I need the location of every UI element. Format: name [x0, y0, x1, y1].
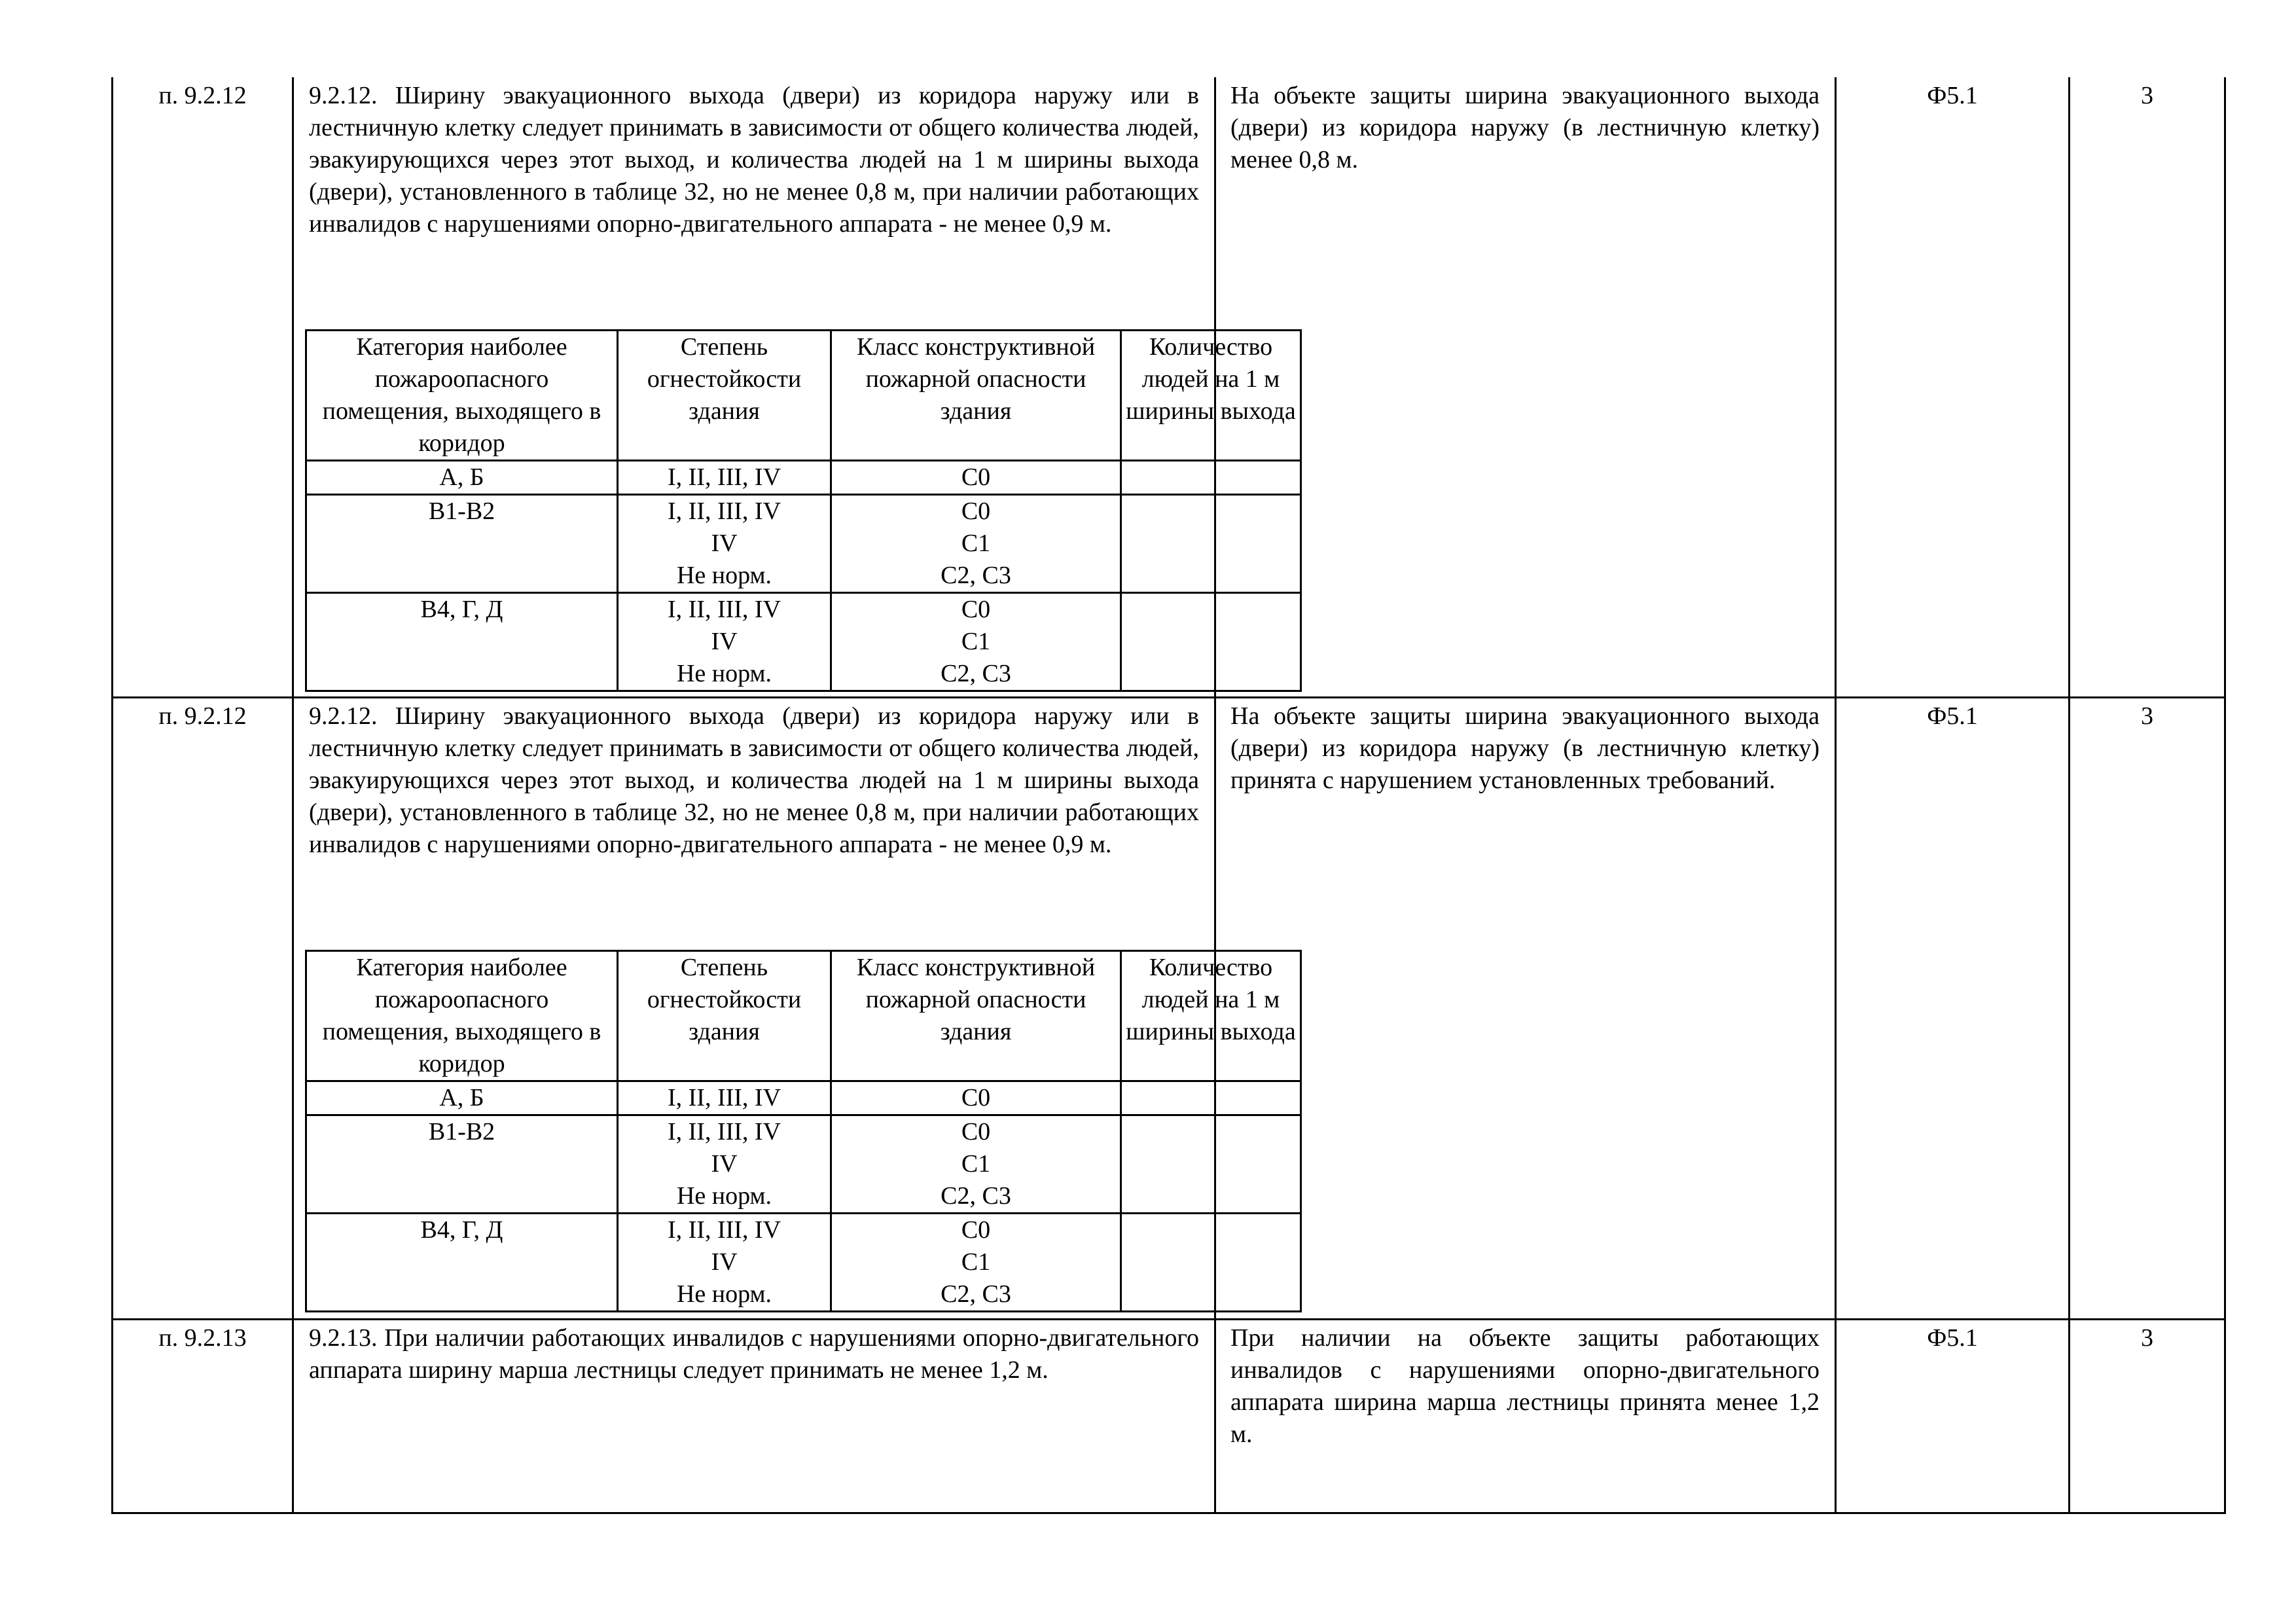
- column-header: Количество людей на 1 м ширины выхода: [1121, 331, 1301, 461]
- people-cell: [1121, 461, 1301, 495]
- table-border: [2068, 77, 2070, 1514]
- degree-cell: I, II, III, IV IV Не норм.: [618, 1214, 831, 1312]
- column-header: Степень огнестойкости здания: [618, 331, 831, 461]
- column-header: Класс конструктивной пожарной опасности здания: [831, 951, 1121, 1081]
- category-cell: А, Б: [306, 1081, 618, 1115]
- people-cell: [1121, 1214, 1301, 1312]
- violation-count: 3: [2141, 702, 2153, 730]
- category-cell: А, Б: [306, 461, 618, 495]
- degree-cell: I, II, III, IV IV Не норм.: [618, 593, 831, 691]
- requirement-text: 9.2.13. При наличии работающих инвалидов с нарушениями опорно-двигательного аппарата ширину марша лестницы следует принимать не менее 1,2 м.: [309, 1324, 1199, 1384]
- category-cell: В4, Г, Д: [306, 593, 618, 691]
- violation-text: При наличии на объекте защиты работающих инвалидов с нарушениями опорно-двигательного аппарата ширина марша лестницы принята менее 1,2 м.: [1230, 1324, 1820, 1448]
- class-cell: С0 С1 С2, С3: [831, 1214, 1121, 1312]
- column-header: Класс конструктивной пожарной опасности здания: [831, 331, 1121, 461]
- requirement-text: 9.2.12. Ширину эвакуационного выхода (двери) из коридора наружу или в лестничную клетку следует принимать в зависимости от общего количества людей, эвакуирующихся через этот выход, и количества людей на 1 м ширины выхода (двери), установленного в таблице 32, но не менее 0,8 м, при наличии работающих инвалидов с нарушениями опорно-двигательного аппарата - не менее 0,9 м.: [309, 702, 1199, 858]
- column-header: Категория наиболее пожароопасного помещения, выходящего в коридор: [306, 331, 618, 461]
- degree-cell: I, II, III, IV: [618, 461, 831, 495]
- violation-code: Ф5.1: [1927, 82, 1978, 109]
- row-divider: [111, 696, 2226, 698]
- class-cell: С0: [831, 1081, 1121, 1115]
- table-row: [306, 1081, 1301, 1115]
- people-cell: [1121, 1081, 1301, 1115]
- people-cell: [1121, 495, 1301, 593]
- norm-reference: п. 9.2.12: [158, 82, 247, 109]
- table-row: [306, 495, 1301, 593]
- table-row: [306, 1214, 1301, 1312]
- degree-cell: I, II, III, IV IV Не норм.: [618, 495, 831, 593]
- norm-reference: п. 9.2.13: [158, 1324, 247, 1352]
- table-32-fragment: [305, 329, 1296, 691]
- degree-cell: I, II, III, IV: [618, 1081, 831, 1115]
- people-cell: [1121, 1115, 1301, 1214]
- row-divider: [111, 1318, 2226, 1320]
- class-cell: С0 С1 С2, С3: [831, 1115, 1121, 1214]
- table-border: [111, 77, 113, 1514]
- table-border: [1835, 77, 1837, 1514]
- column-header: Категория наиболее пожароопасного помещения, выходящего в коридор: [306, 951, 618, 1081]
- violation-text: На объекте защиты ширина эвакуационного выхода (двери) из коридора наружу (в лестничную клетку) принята с нарушением установленных требований.: [1230, 702, 1820, 794]
- table-border: [292, 77, 294, 1514]
- violation-code: Ф5.1: [1927, 702, 1978, 730]
- people-cell: [1121, 593, 1301, 691]
- table-32-fragment: [305, 950, 1296, 1311]
- class-cell: С0 С1 С2, С3: [831, 495, 1121, 593]
- requirement-text: 9.2.12. Ширину эвакуационного выхода (двери) из коридора наружу или в лестничную клетку следует принимать в зависимости от общего количества людей, эвакуирующихся через этот выход, и количества людей на 1 м ширины выхода (двери), установленного в таблице 32, но не менее 0,8 м, при наличии работающих инвалидов с нарушениями опорно-двигательного аппарата - не менее 0,9 м.: [309, 82, 1199, 238]
- row-divider: [111, 1512, 2226, 1514]
- class-cell: С0: [831, 461, 1121, 495]
- table-border: [2224, 77, 2226, 1514]
- category-cell: В1-В2: [306, 495, 618, 593]
- violation-count: 3: [2141, 1324, 2153, 1352]
- category-cell: В4, Г, Д: [306, 1214, 618, 1312]
- category-cell: В1-В2: [306, 1115, 618, 1214]
- table-row: [306, 1115, 1301, 1214]
- norm-reference: п. 9.2.12: [158, 702, 247, 730]
- table-row: [306, 461, 1301, 495]
- table-row: [306, 593, 1301, 691]
- violation-code: Ф5.1: [1927, 1324, 1978, 1352]
- violation-count: 3: [2141, 82, 2153, 109]
- violation-text: На объекте защиты ширина эвакуационного выхода (двери) из коридора наружу (в лестничную клетку) менее 0,8 м.: [1230, 82, 1820, 173]
- column-header: Степень огнестойкости здания: [618, 951, 831, 1081]
- degree-cell: I, II, III, IV IV Не норм.: [618, 1115, 831, 1214]
- class-cell: С0 С1 С2, С3: [831, 593, 1121, 691]
- column-header: Количество людей на 1 м ширины выхода: [1121, 951, 1301, 1081]
